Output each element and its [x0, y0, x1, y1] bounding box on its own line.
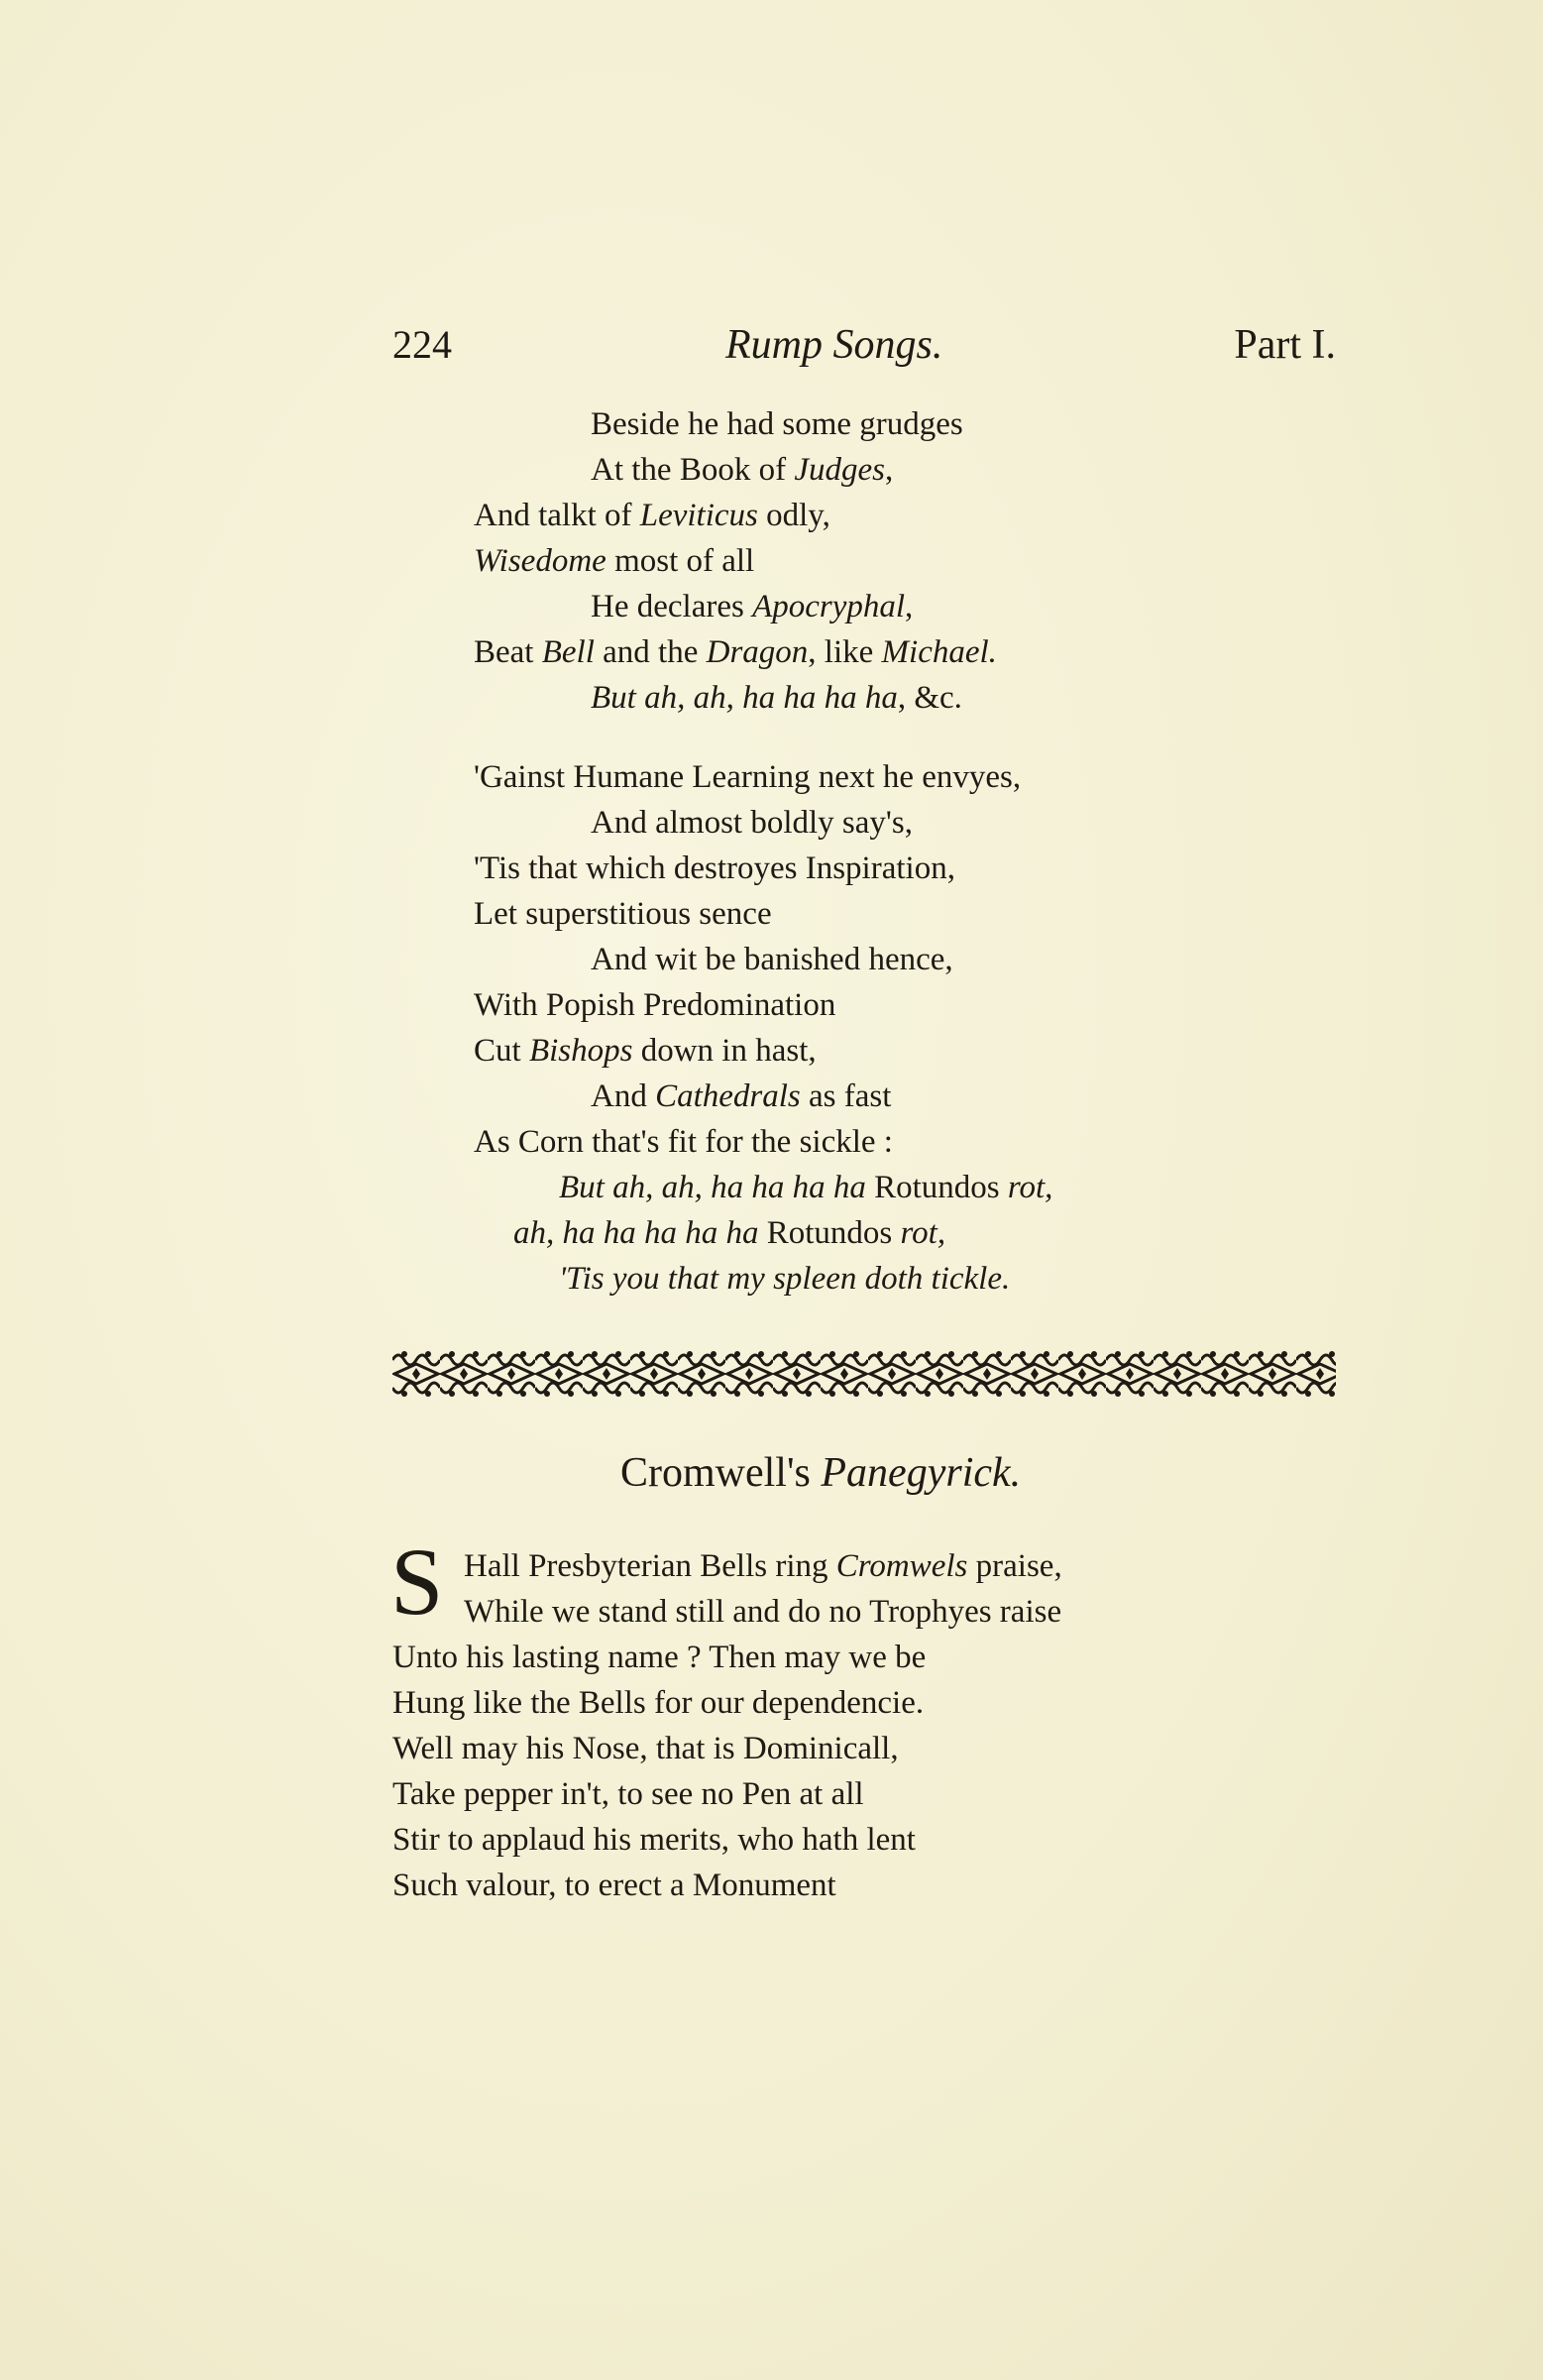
- verse-line: Unto his lasting name ? Then may we be: [392, 1640, 927, 1675]
- verse-line: At the Book of Judges,: [591, 452, 894, 488]
- part-label: Part I.: [1234, 322, 1336, 368]
- verse-line: And wit be banished hence,: [591, 942, 953, 977]
- verse-line: Beside he had some grudges: [591, 406, 963, 442]
- verse-line: Let superstitious sence: [474, 896, 772, 932]
- verse-line: He declares Apocryphal,: [591, 589, 914, 624]
- verse-line: Beat Bell and the Dragon, like Michael.: [474, 634, 997, 670]
- verse-refrain: 'Tis you that my spleen doth tickle.: [559, 1261, 1011, 1297]
- verse-line: Hall Presbyterian Bells ring Cromwels praise,: [464, 1548, 1062, 1584]
- verse-line: Wisedome most of all: [474, 543, 755, 579]
- drop-cap: S: [390, 1529, 444, 1635]
- verse-line: Well may his Nose, that is Dominicall,: [392, 1731, 899, 1766]
- verse-line: Such valour, to erect a Monument: [392, 1868, 836, 1903]
- verse-refrain: But ah, ah, ha ha ha ha, &c.: [591, 680, 962, 716]
- verse-line: 'Tis that which destroyes Inspiration,: [474, 850, 955, 886]
- verse-line: And almost boldly say's,: [591, 805, 913, 841]
- verse-line: And talkt of Leviticus odly,: [474, 498, 830, 533]
- ornament-band: [392, 1346, 1336, 1402]
- verse-line: While we stand still and do no Trophyes raise: [464, 1594, 1062, 1630]
- verse-line: 'Gainst Humane Learning next he envyes,: [474, 759, 1022, 795]
- running-head: [392, 315, 1336, 375]
- poem-title: Cromwell's Panegyrick.: [620, 1450, 1022, 1496]
- verse-line: Cut Bishops down in hast,: [474, 1033, 817, 1069]
- verse-line: Hung like the Bells for our dependencie.: [392, 1685, 925, 1721]
- verse-line: As Corn that's fit for the sickle :: [474, 1124, 893, 1160]
- verse-line: With Popish Predomination: [474, 987, 836, 1023]
- page-number: 224: [392, 322, 452, 367]
- verse-refrain: ah, ha ha ha ha ha Rotundos rot,: [513, 1215, 946, 1251]
- verse-line: Take pepper in't, to see no Pen at all: [392, 1776, 864, 1812]
- verse-line: And Cathedrals as fast: [591, 1078, 892, 1114]
- book-title: Rump Songs.: [725, 322, 943, 368]
- verse-refrain: But ah, ah, ha ha ha ha Rotundos rot,: [559, 1170, 1053, 1205]
- verse-line: Stir to applaud his merits, who hath lent: [392, 1822, 916, 1858]
